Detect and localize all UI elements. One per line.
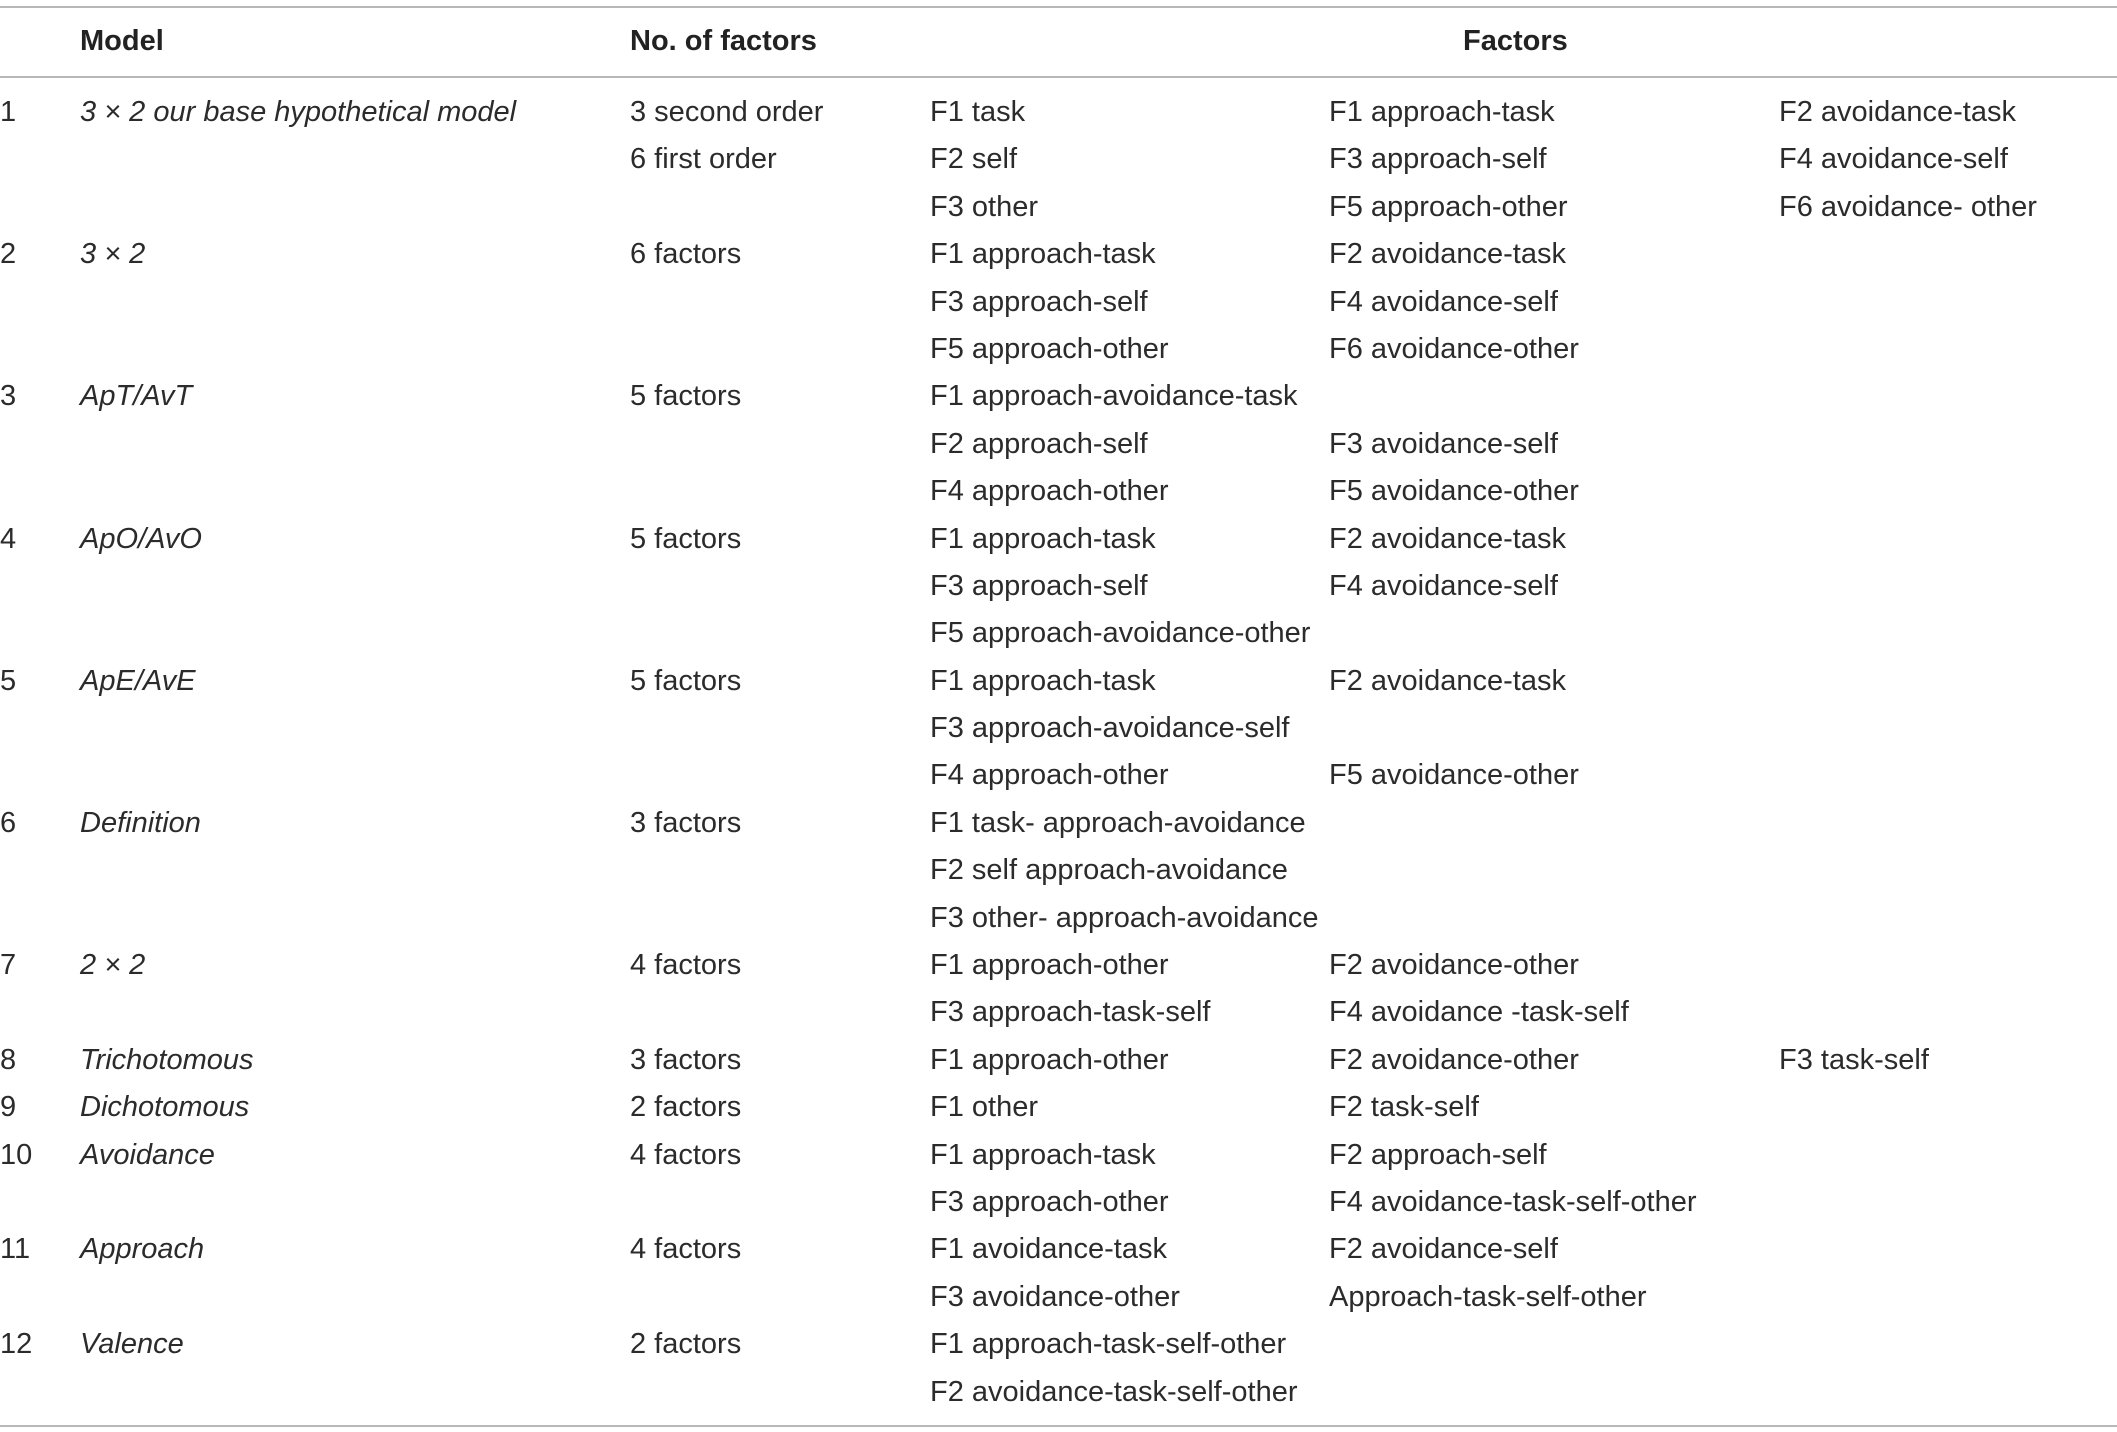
factor-cell: F3 avoidance-self [1329, 427, 1558, 460]
factor-cell: F5 approach-other [930, 332, 1169, 365]
factor-cell: F4 avoidance-self [1329, 569, 1558, 602]
model-name: 3 × 2 our base hypothetical model [80, 96, 517, 128]
factor-cell: F1 task- approach-avoidance [930, 806, 1306, 839]
table-row-line [0, 1275, 2117, 1322]
factor-cell: F3 other [930, 190, 1038, 223]
factor-cell: F4 avoidance-self [1329, 285, 1558, 318]
header-no-of-factors: No. of factors [630, 25, 817, 57]
header-rule [0, 76, 2117, 78]
model-name: Dichotomous [80, 1091, 250, 1124]
row-number: 10 [0, 1138, 33, 1171]
row-number: 5 [0, 664, 17, 697]
row-number: 3 [0, 380, 17, 413]
factor-cell: F4 avoidance-task-self-other [1329, 1185, 1697, 1218]
bottom-rule [0, 1425, 2117, 1427]
factor-cell: F3 approach-avoidance-self [930, 712, 1290, 745]
header-factors: Factors [1463, 25, 1568, 57]
table-row [0, 1227, 2117, 1322]
factor-cell: F2 avoidance-task [1779, 96, 2016, 128]
model-name: ApT/AvT [80, 380, 193, 413]
table-row-line [0, 801, 2117, 848]
factor-cell: F4 avoidance-self [1779, 143, 2008, 176]
no-of-factors-cell: 3 second order [630, 96, 824, 128]
factor-cell: F1 approach-task-self-other [930, 1328, 1287, 1361]
table-row-line [0, 1085, 2117, 1132]
factor-cell: F2 avoidance-other [1329, 949, 1579, 982]
factor-cell: F2 task-self [1329, 1091, 1479, 1124]
factor-cell: F5 avoidance-other [1329, 475, 1579, 508]
table-row-line [0, 1227, 2117, 1274]
table-header [0, 6, 2117, 76]
factor-cell: F1 approach-other [930, 949, 1169, 982]
no-of-factors-cell: 5 factors [630, 522, 742, 555]
table-row-line [0, 517, 2117, 564]
table-row-line [0, 1038, 2117, 1085]
factor-cell: F3 other- approach-avoidance [930, 901, 1319, 934]
table-row [0, 1038, 2117, 1085]
factor-cell: F2 avoidance-self [1329, 1233, 1558, 1266]
no-of-factors-cell: 4 factors [630, 1138, 742, 1171]
table-body [0, 90, 2117, 1417]
no-of-factors-cell: 4 factors [630, 949, 742, 982]
factor-cell: F3 approach-other [930, 1185, 1169, 1218]
factor-cell: F2 approach-self [930, 427, 1148, 460]
factor-cell: F1 approach-task [930, 238, 1156, 271]
table-row-line [0, 469, 2117, 516]
factor-cell: F2 avoidance-task [1329, 238, 1566, 271]
factor-cell: Approach-task-self-other [1329, 1280, 1647, 1313]
factor-cell: F4 approach-other [930, 759, 1169, 792]
row-number: 7 [0, 949, 17, 982]
factor-cell: F4 approach-other [930, 475, 1169, 508]
no-of-factors-cell: 5 factors [630, 664, 742, 697]
table-row-line [0, 327, 2117, 374]
table-row [0, 374, 2117, 516]
no-of-factors-cell: 4 factors [630, 1233, 742, 1266]
factor-cell: F3 task-self [1779, 1043, 1929, 1076]
factor-cell: F2 avoidance-task [1329, 522, 1566, 555]
table-row-line [0, 374, 2117, 421]
factor-cell: F5 approach-avoidance-other [930, 617, 1311, 650]
factor-cell: F3 approach-task-self [930, 996, 1211, 1029]
table-row [0, 517, 2117, 659]
factor-cell: F2 avoidance-task-self-other [930, 1375, 1298, 1408]
table-row [0, 659, 2117, 801]
factor-cell: F5 avoidance-other [1329, 759, 1579, 792]
table-row-line [0, 896, 2117, 943]
model-name: 3 × 2 [80, 238, 146, 271]
factor-cell: F1 approach-other [930, 1043, 1169, 1076]
model-name: Approach [80, 1233, 205, 1266]
table-row-line [0, 848, 2117, 895]
factor-cell: F1 avoidance-task [930, 1233, 1167, 1266]
table-row [0, 801, 2117, 943]
table-row-line [0, 1133, 2117, 1180]
table-row-line [0, 422, 2117, 469]
model-name: Trichotomous [80, 1043, 254, 1076]
table-row [0, 1085, 2117, 1132]
header-model: Model [80, 25, 164, 57]
factor-cell: F1 task [930, 96, 1026, 128]
no-of-factors-cell: 3 factors [630, 1043, 742, 1076]
table-row-line [0, 659, 2117, 706]
table-row-line [0, 943, 2117, 990]
model-name: ApO/AvO [80, 522, 202, 555]
factor-cell: F6 avoidance- other [1779, 190, 2037, 223]
factor-cell: F1 approach-task [930, 1138, 1156, 1171]
factor-cell: F1 approach-avoidance-task [930, 380, 1298, 413]
factor-cell: F2 approach-self [1329, 1138, 1547, 1171]
table-row [0, 943, 2117, 1038]
table-row-line [0, 611, 2117, 658]
factor-cell: F3 avoidance-other [930, 1280, 1180, 1313]
table-row [0, 1322, 2117, 1417]
table-row-line [0, 990, 2117, 1037]
row-number: 11 [0, 1233, 31, 1266]
row-number: 4 [0, 522, 17, 555]
factor-cell: F2 avoidance-other [1329, 1043, 1579, 1076]
no-of-factors-cell: 3 factors [630, 806, 742, 839]
table-row-line [0, 706, 2117, 753]
factor-cell: F2 self [930, 143, 1018, 176]
row-number: 12 [0, 1328, 33, 1361]
table-row-line [0, 137, 2117, 184]
factor-cell: F1 approach-task [930, 664, 1156, 697]
factor-cell: F3 approach-self [930, 569, 1148, 602]
factor-cell: F2 avoidance-task [1329, 664, 1566, 697]
model-name: Valence [80, 1328, 184, 1361]
row-number: 2 [0, 238, 17, 271]
no-of-factors-cell: 2 factors [630, 1091, 742, 1124]
table-row-line [0, 280, 2117, 327]
factor-cell: F2 self approach-avoidance [930, 854, 1288, 887]
table-row-line [0, 1180, 2117, 1227]
no-of-factors-cell: 6 first order [630, 143, 777, 176]
factor-cell: F3 approach-self [930, 285, 1148, 318]
no-of-factors-cell: 6 factors [630, 238, 742, 271]
table-row [0, 232, 2117, 374]
no-of-factors-cell: 2 factors [630, 1328, 742, 1361]
model-name: Avoidance [80, 1138, 215, 1171]
table-row-line [0, 232, 2117, 279]
table-row-line [0, 185, 2117, 232]
no-of-factors-cell: 5 factors [630, 380, 742, 413]
table-row [0, 1133, 2117, 1228]
model-name: ApE/AvE [80, 664, 196, 697]
table-row-line [0, 753, 2117, 800]
row-number: 1 [0, 96, 17, 128]
factor-cell: F4 avoidance -task-self [1329, 996, 1629, 1029]
table-row-line [0, 1322, 2117, 1369]
row-number: 8 [0, 1043, 17, 1076]
factor-cell: F5 approach-other [1329, 190, 1568, 223]
row-number: 6 [0, 806, 17, 839]
model-name: 2 × 2 [80, 949, 146, 982]
row-number: 9 [0, 1091, 17, 1124]
table-row-line [0, 90, 2117, 137]
factor-cell: F3 approach-self [1329, 143, 1547, 176]
table-row [0, 90, 2117, 232]
factor-cell: F1 other [930, 1091, 1038, 1124]
table-row-line [0, 564, 2117, 611]
table-row-line [0, 1370, 2117, 1417]
factor-cell: F1 approach-task [930, 522, 1156, 555]
model-name: Definition [80, 806, 201, 839]
factor-cell: F1 approach-task [1329, 96, 1555, 128]
factor-cell: F6 avoidance-other [1329, 332, 1579, 365]
